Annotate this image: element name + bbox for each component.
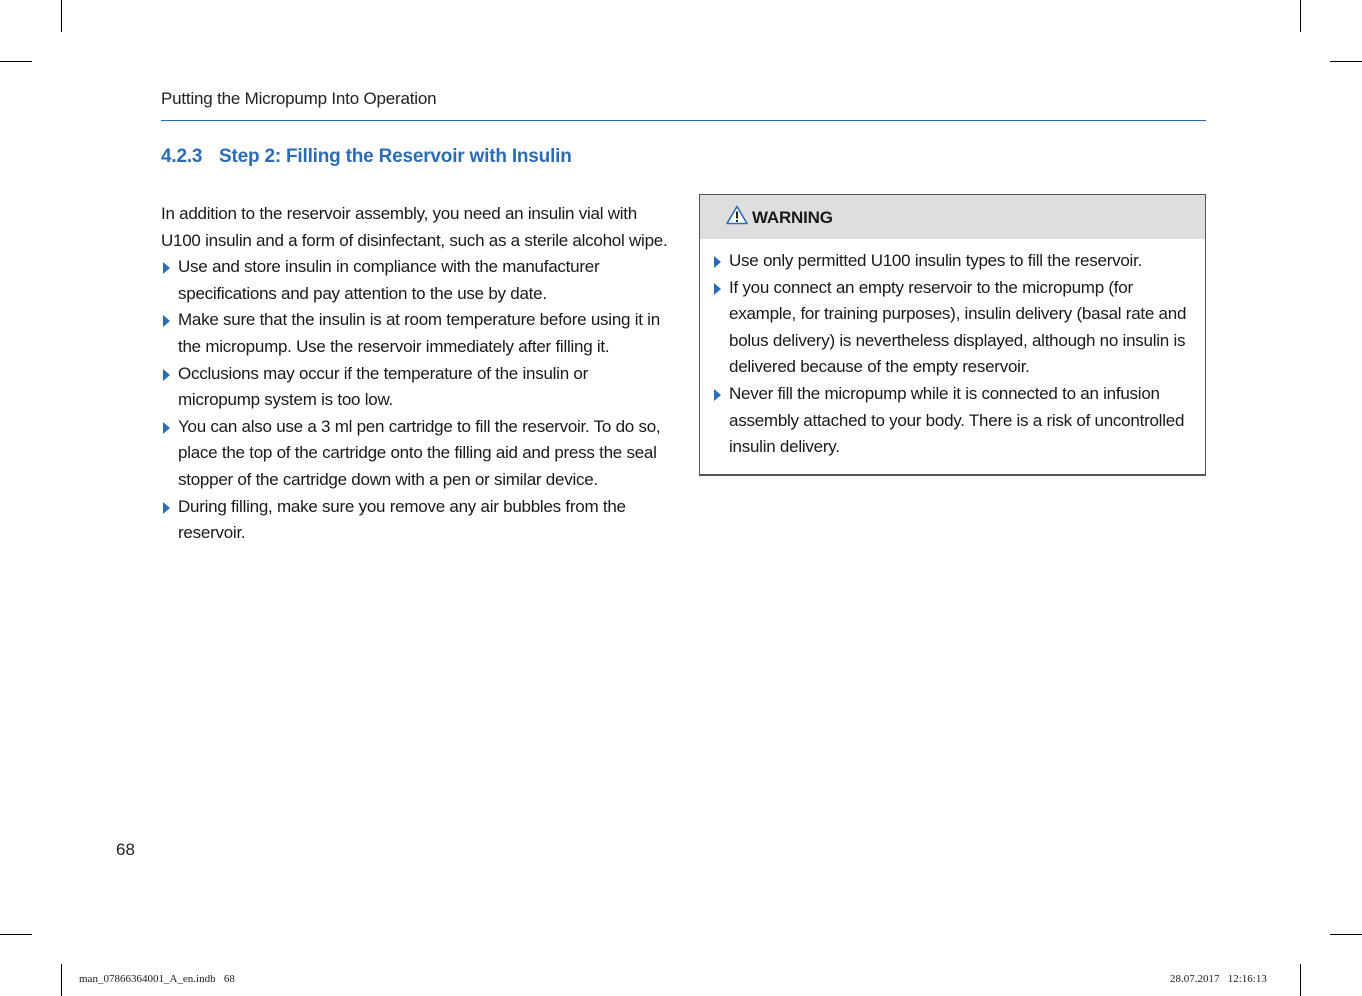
list-item-text: Use and store insulin in compliance with the manufacturer specifications and pay attention to the use by date. <box>178 257 600 303</box>
list-item <box>161 307 673 360</box>
list-item <box>161 494 673 547</box>
left-column <box>161 201 673 547</box>
header-rule <box>161 120 1206 121</box>
bullet-triangle-icon <box>163 422 170 434</box>
list-item-text: Use only permitted U100 insulin types to fill the reservoir. <box>729 251 1143 270</box>
list-item <box>161 254 673 307</box>
bullet-triangle-icon <box>163 502 170 514</box>
bullet-triangle-icon <box>714 256 721 268</box>
bullet-triangle-icon <box>714 389 721 401</box>
crop-mark <box>61 0 62 32</box>
bullet-triangle-icon <box>163 315 170 327</box>
crop-mark <box>1300 964 1301 996</box>
section-title <box>161 146 572 168</box>
list-item-text: If you connect an empty reservoir to the micropump (for example, for training purposes), insulin delivery (basal rate and bolus delivery) is nevertheless displayed, although no insulin is delivered because of the empty reservoir. <box>729 277 1187 377</box>
running-head: Putting the Micropump Into Operation <box>161 89 437 108</box>
bullet-triangle-icon <box>714 283 721 295</box>
warning-box <box>699 194 1206 476</box>
list-item-text: During filling, make sure you remove any air bubbles from the reservoir. <box>178 496 626 543</box>
crop-mark <box>61 964 62 996</box>
crop-mark <box>1300 0 1301 32</box>
bullet-triangle-icon <box>163 262 170 274</box>
list-item <box>712 275 1195 381</box>
crop-mark <box>1330 61 1362 62</box>
slug-filename: man_07866364001_A_en.indb 68 <box>79 973 235 985</box>
list-item <box>712 248 1195 275</box>
slug-timestamp: 28.07.2017 12:16:13 <box>1170 973 1267 985</box>
warning-title: WARNING <box>752 208 833 227</box>
list-item <box>712 381 1195 461</box>
warning-triangle-icon <box>726 205 748 225</box>
warning-body <box>700 239 1205 461</box>
crop-mark <box>0 934 32 935</box>
list-item-text: Never fill the micropump while it is connected to an infusion assembly attached to your body. There is a risk of uncontrolled insulin delivery. <box>729 383 1185 457</box>
instruction-list <box>161 254 673 547</box>
list-item-text: You can also use a 3 ml pen cartridge to fill the reservoir. To do so, place the top of the cartridge onto the filling aid and press the seal stopper of the cartridge down with a pen or similar device. <box>178 416 661 489</box>
list-item-text: Occlusions may occur if the temperature of the insulin or micropump system is too low. <box>178 363 588 410</box>
warning-header <box>700 195 1205 239</box>
page-number: 68 <box>116 840 135 859</box>
intro-paragraph: In addition to the reservoir assembly, you need an insulin vial with U100 insulin and a form of disinfectant, such as a sterile alcohol wipe. <box>161 204 668 250</box>
bullet-triangle-icon <box>163 369 170 381</box>
crop-mark <box>0 61 32 62</box>
list-item <box>161 361 673 414</box>
list-item <box>161 414 673 494</box>
crop-mark <box>1330 934 1362 935</box>
list-item-text: Make sure that the insulin is at room temperature before using it in the micropump. Use the reservoir immediately after filling it. <box>178 310 660 356</box>
section-title-text: Step 2: Filling the Reservoir with Insulin <box>219 146 572 167</box>
warning-list <box>712 248 1195 461</box>
section-number: 4.2.3 <box>161 146 203 167</box>
